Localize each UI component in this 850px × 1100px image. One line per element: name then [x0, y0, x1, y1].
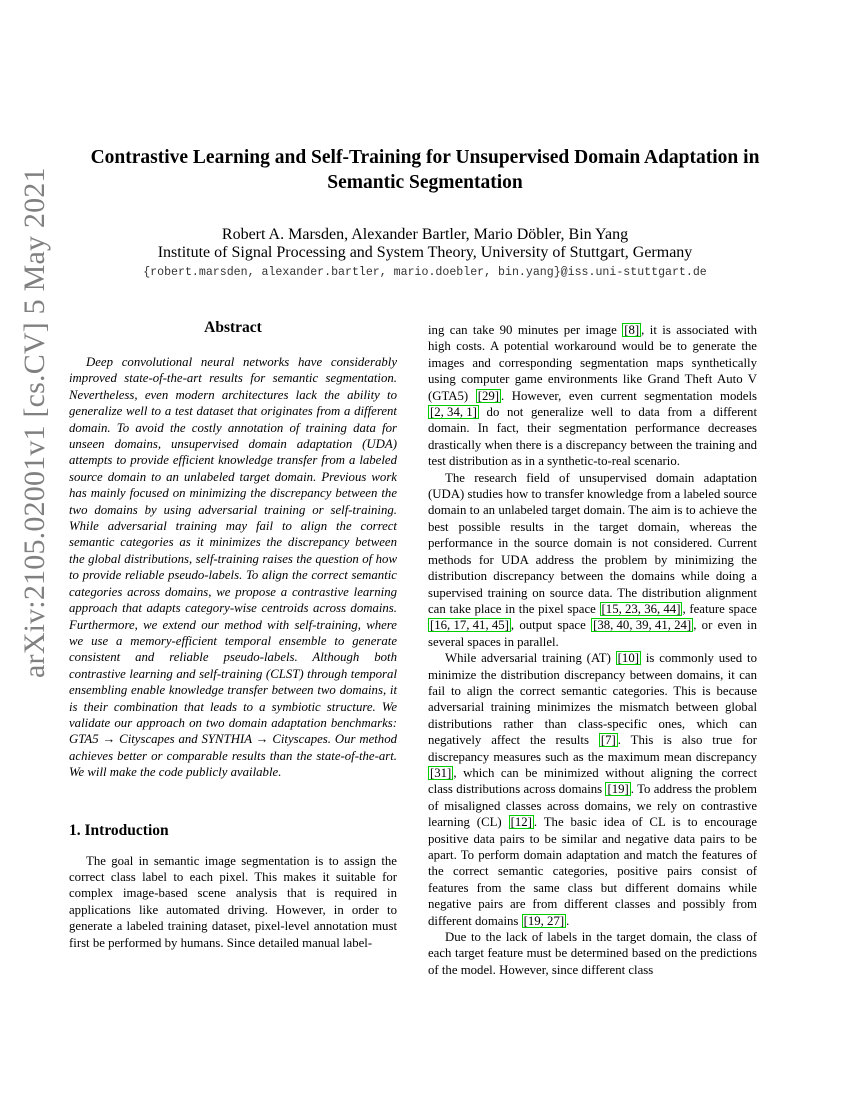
abstract-text: Deep convolutional neural networks have considerably improved state-of-the-art results for semantic segmentation. Nevertheless, even modern architectures lack the ability to generalize well to a test dataset that originates from a different domain. To avoid the costly annotation of training data for unseen domains, unsupervised domain adaptation (UDA) attempts to provide efficient knowledge transfer from a labeled source domain to an unlabeled target domain. Previous work has mainly focused on minimizing the discrepancy between the two domains by using adversarial training or self-training. While adversarial training may fail to align the correct semantic categories as it minimizes the discrepancy between the global distributions, self-training raises the question of how to provide reliable pseudo-labels. To align the correct semantic categories across domains, we propose a contrastive learning approach that adapts category-wise centroids across domains. Furthermore, we extend our method with self-training, where we use a memory-efficient temporal ensemble to generate consistent and reliable pseudo-labels. Although both contrastive learning and self-training (CLST) through temporal ensembling enable knowledge transfer between two domains, it is their combination that leads to a symbiotic structure. We validate our approach on two domain adaptation benchmarks: GTA5 → Cityscapes and SYNTHIA → Cityscapes. Our method achieves better or comparable results than the state-of-the-art. We will make the code publicly available.: [69, 355, 397, 780]
citation-link[interactable]: [19]: [607, 782, 629, 797]
citation-link[interactable]: [19, 27]: [523, 913, 565, 928]
abstract-heading: Abstract: [204, 319, 262, 336]
author-list: Robert A. Marsden, Alexander Bartler, Mario Döbler, Bin Yang: [221, 226, 629, 243]
citation-link[interactable]: [29]: [477, 388, 500, 403]
text-run: .: [566, 913, 570, 928]
text-run: . The basic idea of CL is to encourage positive data pairs to be similar and negative data pairs to be apart. To perform domain adaptation and match the features of the correct semantic categories, positive pairs consist of features from the same class but different domains while negative pairs are from different classes and possibly from different domains: [428, 815, 757, 928]
text-run: , output space: [510, 618, 592, 633]
citation-link[interactable]: [15, 23, 36, 44]: [601, 601, 681, 616]
text-run: , it is associated with high costs. A potential workaround would be to generate the images and corresponding segmentation maps synthetically using computer game environments like Grand Theft Auto V (GTA5): [428, 323, 758, 403]
text-run: , which can be minimized without aligning the correct class distributions across domains: [428, 765, 757, 797]
citation-link[interactable]: [7]: [600, 733, 616, 748]
introduction-paragraph-2: [428, 322, 757, 470]
text-run: , or even in several spaces in parallel.: [428, 618, 757, 649]
introduction-paragraph-5: Due to the lack of labels in the target domain, the class of each target feature must be determined based on the predictions of the model. However, since different class: [428, 930, 757, 977]
text-run: While adversarial training (AT): [445, 651, 616, 666]
introduction-paragraph-4: [428, 650, 757, 929]
text-run: The research field of unsupervised domain adaptation (UDA) studies how to transfer knowledge from a labeled source domain to an unlabeled target domain. The aim is to achieve the best possible results in the target domain, whereas the performance in the source domain is not considered. Current methods for UDA address the problem by minimizing the distribution discrepancy between the domains while doing a supervised training on source data. The distribution alignment can take place in the pixel space: [428, 470, 757, 616]
paper-title: [60, 145, 790, 195]
text-run: is commonly used to minimize the distribution discrepancy between domains, it can fail to align the correct semantic categories. This is because adversarial training minimizes the mismatch between global distributions rather than class-specific ones, which can negatively affect the results: [428, 651, 757, 748]
introduction-heading: 1. Introduction: [69, 821, 169, 839]
paper-title-line-1: Contrastive Learning and Self-Training for Unsupervised Domain Adaptation in: [90, 147, 760, 168]
introduction-paragraph-1: The goal in semantic image segmentation is to assign the correct class label to each pixel. This makes it suitable for complex image-based scene analysis that is required in applications like automated driving. However, in order to generate a labeled training dataset, pixel-level annotation must first be performed by humans. Since detailed manual label-: [69, 853, 397, 950]
affiliation: Institute of Signal Processing and System Theory, University of Stuttgart, Germany: [157, 244, 693, 261]
introduction-paragraph-3: [428, 470, 757, 650]
text-run: , feature space: [682, 601, 757, 616]
text-run: do not generalize well to data from a different domain. In fact, their segmentation performance decreases drastically when there is a discrepancy between the training and test distribution as in a synthetic-to-real scenario.: [428, 405, 757, 469]
text-run: ing can take 90 minutes per image: [428, 323, 623, 337]
citation-link[interactable]: [16, 17, 41, 45]: [430, 618, 509, 633]
text-run: . However, even current segmentation models: [501, 388, 757, 403]
citation-link[interactable]: [31]: [430, 765, 452, 780]
citation-link[interactable]: [8]: [624, 323, 640, 337]
citation-link[interactable]: [2, 34, 1]: [430, 405, 477, 420]
right-column: [428, 322, 757, 978]
citation-link[interactable]: [12]: [510, 815, 532, 830]
left-column: [69, 318, 397, 951]
text-run: . This is also true for discrepancy measures such as the maximum mean discrepancy: [428, 733, 757, 764]
author-emails: {robert.marsden, alexander.bartler, mario.doebler, bin.yang}@iss.uni-stuttgart.de: [143, 266, 707, 279]
citation-link[interactable]: [38, 40, 39, 41, 24]: [593, 618, 692, 633]
text-run: . To address the problem of misaligned classes across domains, we rely on contrastive learning (CL): [428, 782, 757, 830]
arxiv-identifier-stamp: arXiv:2105.02001v1 [cs.CV] 5 May 2021: [18, 167, 51, 678]
citation-link[interactable]: [10]: [617, 651, 639, 666]
paper-title-line-2: Semantic Segmentation: [327, 172, 523, 193]
